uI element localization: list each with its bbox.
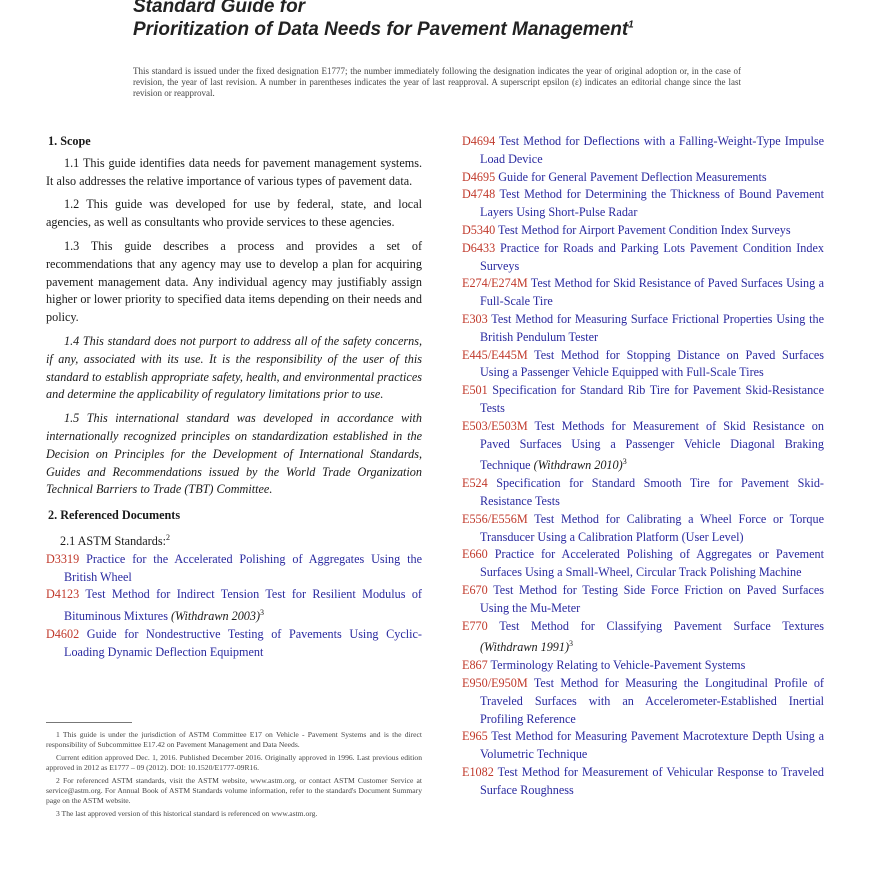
reference-designation-link[interactable]: E965 bbox=[462, 729, 488, 744]
title-line-1: Standard Guide for bbox=[133, 0, 306, 17]
document-title bbox=[133, 19, 634, 41]
reference-designation-link[interactable]: E303 bbox=[462, 311, 488, 326]
reference-item[interactable] bbox=[462, 764, 824, 800]
reference-designation-link[interactable]: D4602 bbox=[46, 627, 80, 642]
reference-title-link[interactable]: Test Method for Testing Side Force Friction on Paved Surfaces Using the Mu-Meter bbox=[480, 582, 824, 615]
reference-designation-link[interactable]: D4695 bbox=[462, 169, 496, 184]
reference-designation-link[interactable]: D4748 bbox=[462, 187, 496, 202]
reference-footnote-mark: 3 bbox=[569, 639, 574, 649]
reference-designation-link[interactable]: D6433 bbox=[462, 240, 496, 255]
reference-item[interactable] bbox=[462, 728, 824, 764]
reference-designation-link[interactable]: E660 bbox=[462, 547, 488, 562]
footnote-edition: Current edition approved Dec. 1, 2016. Published December 2016. Originally approved in 1996. Last previous edition approved in 2012 as E1777 – 09 (2012). DOI: 10.1520/E1777-09R16. bbox=[46, 753, 422, 772]
reference-item[interactable] bbox=[462, 675, 824, 728]
reference-item[interactable] bbox=[462, 657, 824, 675]
reference-item[interactable] bbox=[462, 186, 824, 222]
reference-item[interactable] bbox=[46, 586, 422, 626]
reference-title-link[interactable]: Guide for General Pavement Deflection Measurements bbox=[495, 169, 767, 184]
reference-title-link[interactable]: Test Method for Airport Pavement Condition Index Surveys bbox=[495, 222, 791, 237]
reference-item[interactable] bbox=[462, 222, 824, 240]
reference-title-link[interactable]: Specification for Standard Smooth Tire for Pavement Skid-Resistance Tests bbox=[480, 476, 824, 508]
reference-designation-link[interactable]: D4123 bbox=[46, 587, 80, 602]
reference-title-link[interactable]: Test Method for Indirect Tension Test for Resilient Modulus of Bituminous Mixtures bbox=[64, 587, 422, 624]
right-reference-list bbox=[462, 133, 824, 800]
footnote-1: 1 This guide is under the jurisdiction of ASTM Committee E17 on Vehicle - Pavement Systems and is the direct responsibility of Subcommittee E17.42 on Pavement Management and Data Needs. bbox=[46, 730, 422, 749]
reference-designation-link[interactable]: E867 bbox=[462, 658, 488, 673]
reference-title-link[interactable]: Guide for Nondestructive Testing of Pavements Using Cyclic-Loading Dynamic Deflection Equipment bbox=[64, 627, 422, 659]
left-column bbox=[46, 133, 422, 662]
title-line-2: Prioritization of Data Needs for Pavement Management bbox=[133, 19, 629, 40]
reference-item[interactable] bbox=[462, 418, 824, 475]
reference-designation-link[interactable]: E445/E445M bbox=[462, 347, 528, 362]
reference-title-link[interactable]: Test Methods for Measurement of Skid Resistance on Paved Surfaces Using a Passenger Vehicle Diagonal Braking Technique bbox=[480, 418, 824, 473]
reference-item[interactable] bbox=[462, 169, 824, 187]
reference-designation-link[interactable]: E556/E556M bbox=[462, 511, 528, 526]
reference-item[interactable] bbox=[462, 511, 824, 547]
reference-title-link[interactable]: Test Method for Calibrating a Wheel Force or Torque Transducer Using a Calibration Platform (User Level) bbox=[480, 511, 824, 544]
reference-designation-link[interactable]: E524 bbox=[462, 476, 488, 491]
reference-title-link[interactable]: Practice for the Accelerated Polishing of Aggregates Using the British Wheel bbox=[64, 551, 422, 584]
referenced-documents-heading: 2. Referenced Documents bbox=[48, 508, 181, 523]
reference-title-link[interactable]: Terminology Relating to Vehicle-Pavement Systems bbox=[487, 658, 746, 673]
reference-item[interactable] bbox=[462, 240, 824, 276]
reference-designation-link[interactable]: D3319 bbox=[46, 551, 80, 566]
left-reference-list bbox=[46, 551, 422, 662]
reference-title-link[interactable]: Test Method for Determining the Thickness of Bound Pavement Layers Using Short-Pulse Radar bbox=[480, 187, 824, 220]
reference-title-link[interactable]: Practice for Accelerated Polishing of Aggregates or Pavement Surfaces Using a Small-Wheel, Circular Track Polishing Machine bbox=[480, 547, 824, 580]
scope-1-1: 1.1 This guide identifies data needs for pavement management systems. It also addresses the relative importance of various types of pavement data. bbox=[46, 155, 422, 188]
reference-designation-link[interactable]: E950/E950M bbox=[462, 676, 528, 691]
reference-footnote-mark: 3 bbox=[622, 457, 627, 467]
reference-title-link[interactable]: Practice for Roads and Parking Lots Pavement Condition Index Surveys bbox=[480, 240, 824, 273]
reference-title-link[interactable]: Specification for Standard Rib Tire for Pavement Skid-Resistance Tests bbox=[480, 383, 824, 415]
scope-heading: 1. Scope bbox=[48, 134, 91, 148]
reference-designation-link[interactable]: E503/E503M bbox=[462, 418, 528, 433]
reference-title-link[interactable]: Test Method for Skid Resistance of Paved Surfaces Using a Full-Scale Tire bbox=[480, 276, 824, 309]
reference-item[interactable] bbox=[462, 347, 824, 383]
reference-item[interactable] bbox=[462, 133, 824, 169]
footnotes bbox=[46, 730, 422, 823]
reference-designation-link[interactable]: D4694 bbox=[462, 134, 496, 148]
reference-item[interactable] bbox=[46, 551, 422, 587]
reference-title-link[interactable]: Test Method for Deflections with a Falling-Weight-Type Impulse Load Device bbox=[480, 134, 824, 166]
footnote-3: 3 The last approved version of this historical standard is referenced on www.astm.org. bbox=[56, 809, 318, 819]
reference-title-link[interactable]: Test Method for Measuring Pavement Macrotexture Depth Using a Volumetric Technique bbox=[480, 729, 824, 762]
reference-item[interactable] bbox=[462, 311, 824, 347]
reference-title-link[interactable]: Test Method for Stopping Distance on Paved Surfaces Using a Passenger Vehicle Equipped with Full-Scale Tires bbox=[480, 347, 824, 380]
scope-1-2: 1.2 This guide was developed for use by federal, state, and local agencies, as well as consultants who provide services to these agencies. bbox=[46, 197, 422, 230]
withdrawn-note: (Withdrawn 2003) bbox=[171, 609, 261, 624]
reference-designation-link[interactable]: E670 bbox=[462, 582, 488, 597]
footnote-2: 2 For referenced ASTM standards, visit the ASTM website, www.astm.org, or contact ASTM Customer Service at service@astm.org. For Annual Book of ASTM Standards volume information, refer to the standard's Document Summary page on the ASTM website. bbox=[46, 776, 422, 805]
reference-item[interactable] bbox=[462, 618, 824, 658]
reference-title-link[interactable]: Test Method for Measuring Surface Frictional Properties Using the British Pendulum Tester bbox=[480, 311, 824, 344]
reference-footnote-mark: 3 bbox=[260, 608, 265, 618]
reference-title-link[interactable]: Test Method for Measurement of Vehicular Response to Traveled Surface Roughness bbox=[480, 765, 824, 797]
reference-designation-link[interactable]: E274/E274M bbox=[462, 276, 528, 291]
footnote-divider bbox=[46, 722, 132, 723]
reference-designation-link[interactable]: E770 bbox=[462, 618, 488, 633]
reference-item[interactable] bbox=[462, 382, 824, 418]
reference-item[interactable] bbox=[462, 582, 824, 618]
designation-notice: This standard is issued under the fixed designation E1777; the number immediately following the designation indicates the year of original adoption or, in the case of revision, the year of last revision. A number in parentheses indicates the year of last reapproval. A superscript epsilon (ε) indicates an editorial change since the last revision or reapproval. bbox=[133, 66, 741, 98]
astm-standards-subheading: 2.1 ASTM Standards:$^2$ bbox=[60, 532, 170, 548]
scope-1-5: 1.5 This international standard was developed in accordance with internationally recognized principles on standardization established in the Decision on Principles for the Development of International Standards, Guides and Recommendations issued by the World Trade Organization Technical Barriers to Trade (TBT) Committee. bbox=[46, 411, 422, 497]
reference-item[interactable] bbox=[462, 475, 824, 511]
right-column bbox=[462, 133, 824, 800]
scope-1-3: 1.3 This guide describes a process and provides a set of recommendations that any agency may use to develop a plan for acquiring pavement management data. Any individual agency may justifiably assign higher or lower priority to specified data items depending on their needs and policy. bbox=[46, 238, 422, 325]
reference-item[interactable] bbox=[462, 546, 824, 582]
reference-designation-link[interactable]: E501 bbox=[462, 383, 488, 398]
withdrawn-note: (Withdrawn 2010) bbox=[533, 458, 623, 473]
reference-designation-link[interactable]: D5340 bbox=[462, 222, 496, 237]
reference-designation-link[interactable]: E1082 bbox=[462, 765, 494, 780]
withdrawn-note: (Withdrawn 1991) bbox=[480, 640, 570, 655]
reference-item[interactable] bbox=[46, 626, 422, 662]
reference-title-link[interactable]: Test Method for Classifying Pavement Surface Textures bbox=[487, 618, 824, 633]
reference-title-link[interactable]: Test Method for Measuring the Longitudinal Profile of Traveled Surfaces with an Accelerometer-Established Inertial Profiling Reference bbox=[480, 676, 824, 726]
title-footnote-mark: 1 bbox=[628, 19, 634, 31]
scope-1-4: 1.4 This standard does not purport to address all of the safety concerns, if any, associated with its use. It is the responsibility of the user of this standard to establish appropriate safety, health, and environmental practices and determine the applicability of regulatory limitations prior to use. bbox=[46, 333, 422, 402]
reference-item[interactable] bbox=[462, 275, 824, 311]
